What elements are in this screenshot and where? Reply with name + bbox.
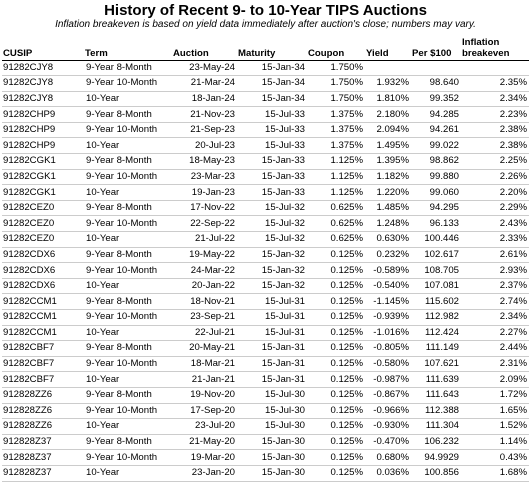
price-cell: 94.9929 — [411, 450, 461, 466]
cusip-cell: 91282CEZ0 — [2, 232, 84, 248]
yield-cell: -1.145% — [365, 294, 411, 310]
column-header-term: Term — [84, 32, 172, 60]
table-row — [2, 91, 529, 107]
coupon-cell: 0.625% — [307, 216, 365, 232]
cusip-cell: 91282CGK1 — [2, 185, 84, 201]
yield-cell: 1.395% — [365, 154, 411, 170]
cusip-cell: 91282CCM1 — [2, 325, 84, 341]
maturity-date-cell: 15-Jul-33 — [237, 122, 307, 138]
yield-cell: -0.966% — [365, 403, 411, 419]
term-cell: 9-Year 10-Month — [84, 403, 172, 419]
term-cell: 10-Year — [84, 325, 172, 341]
cusip-cell: 91282CHP9 — [2, 122, 84, 138]
table-row — [2, 419, 529, 435]
maturity-date-cell: 15-Jan-30 — [237, 465, 307, 481]
coupon-cell: 0.625% — [307, 232, 365, 248]
table-row — [2, 232, 529, 248]
price-cell: 111.149 — [411, 341, 461, 357]
price-cell: 99.022 — [411, 138, 461, 154]
maturity-date-cell: 15-Jan-30 — [237, 434, 307, 450]
coupon-cell: 1.375% — [307, 107, 365, 123]
table-row — [2, 294, 529, 310]
maturity-date-cell: 15-Jul-33 — [237, 107, 307, 123]
auction-date-cell: 21-Jul-22 — [172, 232, 237, 248]
table-row — [2, 216, 529, 232]
yield-cell — [365, 60, 411, 76]
yield-cell: 1.248% — [365, 216, 411, 232]
inflation-breakeven-cell: 2.38% — [461, 138, 529, 154]
yield-cell: -0.589% — [365, 263, 411, 279]
maturity-date-cell: 15-Jan-32 — [237, 278, 307, 294]
inflation-breakeven-cell: 1.68% — [461, 465, 529, 481]
price-cell: 98.862 — [411, 154, 461, 170]
column-header-auction: Auction — [172, 32, 237, 60]
price-cell: 107.621 — [411, 356, 461, 372]
coupon-cell: 0.125% — [307, 310, 365, 326]
table-row — [2, 169, 529, 185]
coupon-cell: 0.125% — [307, 341, 365, 357]
term-cell: 9-Year 8-Month — [84, 200, 172, 216]
table-row — [2, 387, 529, 403]
coupon-cell: 0.625% — [307, 200, 365, 216]
maturity-date-cell: 15-Jul-30 — [237, 403, 307, 419]
inflation-breakeven-cell — [461, 60, 529, 76]
inflation-breakeven-cell: 2.26% — [461, 169, 529, 185]
price-cell — [411, 60, 461, 76]
table-row — [2, 76, 529, 92]
term-cell: 9-Year 10-Month — [84, 169, 172, 185]
price-cell: 111.304 — [411, 419, 461, 435]
page-title: History of Recent 9- to 10-Year TIPS Auctions — [104, 2, 427, 19]
column-header-cusip: CUSIP — [2, 32, 84, 60]
term-cell: 9-Year 10-Month — [84, 76, 172, 92]
cusip-cell: 91282CHP9 — [2, 138, 84, 154]
auction-date-cell: 19-Jan-23 — [172, 185, 237, 201]
column-header-inflation-breakeven: Inflation breakeven — [461, 32, 529, 60]
coupon-cell: 0.125% — [307, 387, 365, 403]
table-row — [2, 450, 529, 466]
maturity-date-cell: 15-Jul-33 — [237, 138, 307, 154]
term-cell: 10-Year — [84, 232, 172, 248]
term-cell: 10-Year — [84, 138, 172, 154]
coupon-cell: 0.125% — [307, 325, 365, 341]
price-cell: 112.388 — [411, 403, 461, 419]
auction-date-cell: 23-Mar-23 — [172, 169, 237, 185]
coupon-cell: 1.750% — [307, 60, 365, 76]
yield-cell: 1.932% — [365, 76, 411, 92]
inflation-breakeven-cell: 2.33% — [461, 232, 529, 248]
auction-date-cell: 17-Sep-20 — [172, 403, 237, 419]
coupon-cell: 1.375% — [307, 122, 365, 138]
table-row — [2, 154, 529, 170]
table-row — [2, 107, 529, 123]
inflation-breakeven-cell: 2.61% — [461, 247, 529, 263]
table-row — [2, 325, 529, 341]
price-cell: 100.446 — [411, 232, 461, 248]
term-cell: 9-Year 10-Month — [84, 122, 172, 138]
inflation-breakeven-cell: 2.23% — [461, 107, 529, 123]
table-row — [2, 138, 529, 154]
inflation-breakeven-cell: 2.27% — [461, 325, 529, 341]
cusip-cell: 912828ZZ6 — [2, 387, 84, 403]
maturity-date-cell: 15-Jul-30 — [237, 419, 307, 435]
price-cell: 100.856 — [411, 465, 461, 481]
price-cell: 94.295 — [411, 200, 461, 216]
term-cell: 9-Year 10-Month — [84, 263, 172, 279]
maturity-date-cell: 15-Jul-32 — [237, 232, 307, 248]
coupon-cell: 1.750% — [307, 91, 365, 107]
auction-date-cell: 20-Jan-22 — [172, 278, 237, 294]
maturity-date-cell: 15-Jul-31 — [237, 294, 307, 310]
cusip-cell: 912828Z37 — [2, 465, 84, 481]
table-row — [2, 403, 529, 419]
table-row — [2, 60, 529, 76]
maturity-date-cell: 15-Jan-33 — [237, 169, 307, 185]
coupon-cell: 0.125% — [307, 403, 365, 419]
yield-cell: 0.680% — [365, 450, 411, 466]
table-row — [2, 185, 529, 201]
auction-date-cell: 24-Mar-22 — [172, 263, 237, 279]
table-row — [2, 465, 529, 481]
auction-date-cell: 23-May-24 — [172, 60, 237, 76]
maturity-date-cell: 15-Jul-31 — [237, 310, 307, 326]
cusip-cell: 91282CJY8 — [2, 76, 84, 92]
inflation-breakeven-cell: 1.65% — [461, 403, 529, 419]
table-row — [2, 372, 529, 388]
price-cell: 98.640 — [411, 76, 461, 92]
table-row — [2, 247, 529, 263]
auction-date-cell: 23-Jan-20 — [172, 465, 237, 481]
cusip-cell: 91282CGK1 — [2, 154, 84, 170]
coupon-cell: 0.125% — [307, 247, 365, 263]
inflation-breakeven-cell: 2.35% — [461, 76, 529, 92]
table-row — [2, 434, 529, 450]
cusip-cell: 91282CEZ0 — [2, 216, 84, 232]
cusip-cell: 91282CDX6 — [2, 247, 84, 263]
auction-date-cell: 20-May-21 — [172, 341, 237, 357]
maturity-date-cell: 15-Jan-33 — [237, 154, 307, 170]
price-cell: 108.705 — [411, 263, 461, 279]
auction-date-cell: 19-Nov-20 — [172, 387, 237, 403]
inflation-breakeven-cell: 1.52% — [461, 419, 529, 435]
maturity-date-cell: 15-Jan-33 — [237, 185, 307, 201]
maturity-date-cell: 15-Jul-31 — [237, 325, 307, 341]
cusip-cell: 91282CDX6 — [2, 278, 84, 294]
price-cell: 112.424 — [411, 325, 461, 341]
yield-cell: 0.630% — [365, 232, 411, 248]
cusip-cell: 91282CCM1 — [2, 310, 84, 326]
cusip-cell: 91282CDX6 — [2, 263, 84, 279]
yield-cell: -0.580% — [365, 356, 411, 372]
auction-date-cell: 21-Nov-23 — [172, 107, 237, 123]
maturity-date-cell: 15-Jul-32 — [237, 200, 307, 216]
auction-date-cell: 21-Jan-21 — [172, 372, 237, 388]
inflation-breakeven-cell: 2.09% — [461, 372, 529, 388]
term-cell: 9-Year 8-Month — [84, 247, 172, 263]
yield-cell: 1.220% — [365, 185, 411, 201]
coupon-cell: 0.125% — [307, 372, 365, 388]
column-header-price: Per $100 — [411, 32, 461, 60]
inflation-breakeven-cell: 2.34% — [461, 91, 529, 107]
yield-cell: 0.232% — [365, 247, 411, 263]
term-cell: 10-Year — [84, 465, 172, 481]
auction-date-cell: 23-Sep-21 — [172, 310, 237, 326]
price-cell: 112.982 — [411, 310, 461, 326]
yield-cell: -0.939% — [365, 310, 411, 326]
coupon-cell: 1.125% — [307, 154, 365, 170]
inflation-breakeven-cell: 2.25% — [461, 154, 529, 170]
term-cell: 9-Year 10-Month — [84, 356, 172, 372]
table-row — [2, 122, 529, 138]
term-cell: 9-Year 8-Month — [84, 387, 172, 403]
auction-date-cell: 18-Nov-21 — [172, 294, 237, 310]
auction-date-cell: 18-Mar-21 — [172, 356, 237, 372]
maturity-date-cell: 15-Jan-34 — [237, 60, 307, 76]
auction-date-cell: 22-Sep-22 — [172, 216, 237, 232]
cusip-cell: 912828ZZ6 — [2, 403, 84, 419]
yield-cell: -0.987% — [365, 372, 411, 388]
maturity-date-cell: 15-Jan-31 — [237, 356, 307, 372]
inflation-breakeven-cell: 2.44% — [461, 341, 529, 357]
maturity-date-cell: 15-Jan-31 — [237, 341, 307, 357]
price-cell: 102.617 — [411, 247, 461, 263]
page-subtitle: Inflation breakeven is based on yield data immediately after auction's close; numbers may vary. — [55, 19, 476, 30]
maturity-date-cell: 15-Jan-34 — [237, 91, 307, 107]
coupon-cell: 1.750% — [307, 76, 365, 92]
inflation-breakeven-cell: 2.43% — [461, 216, 529, 232]
cusip-cell: 91282CGK1 — [2, 169, 84, 185]
coupon-cell: 0.125% — [307, 419, 365, 435]
term-cell: 9-Year 8-Month — [84, 341, 172, 357]
yield-cell: 1.810% — [365, 91, 411, 107]
price-cell: 99.880 — [411, 169, 461, 185]
auction-date-cell: 22-Jul-21 — [172, 325, 237, 341]
maturity-date-cell: 15-Jan-30 — [237, 450, 307, 466]
table-row — [2, 200, 529, 216]
table-row — [2, 278, 529, 294]
yield-cell: 1.182% — [365, 169, 411, 185]
cusip-cell: 91282CJY8 — [2, 91, 84, 107]
term-cell: 9-Year 8-Month — [84, 434, 172, 450]
yield-cell: -0.805% — [365, 341, 411, 357]
inflation-breakeven-cell: 2.29% — [461, 200, 529, 216]
table-row — [2, 341, 529, 357]
term-cell: 9-Year 8-Month — [84, 60, 172, 76]
inflation-breakeven-cell: 2.34% — [461, 310, 529, 326]
auction-date-cell: 18-Jan-24 — [172, 91, 237, 107]
table-row — [2, 263, 529, 279]
auction-date-cell: 20-Jul-23 — [172, 138, 237, 154]
coupon-cell: 1.125% — [307, 169, 365, 185]
yield-cell: 0.036% — [365, 465, 411, 481]
inflation-breakeven-cell: 2.37% — [461, 278, 529, 294]
cusip-cell: 91282CBF7 — [2, 372, 84, 388]
inflation-breakeven-cell: 1.14% — [461, 434, 529, 450]
price-cell: 107.081 — [411, 278, 461, 294]
auction-date-cell: 18-May-23 — [172, 154, 237, 170]
inflation-breakeven-cell: 1.72% — [461, 387, 529, 403]
coupon-cell: 1.375% — [307, 138, 365, 154]
price-cell: 115.602 — [411, 294, 461, 310]
auction-date-cell: 23-Jul-20 — [172, 419, 237, 435]
coupon-cell: 0.125% — [307, 278, 365, 294]
coupon-cell: 0.125% — [307, 434, 365, 450]
term-cell: 9-Year 8-Month — [84, 294, 172, 310]
inflation-breakeven-cell: 2.20% — [461, 185, 529, 201]
coupon-cell: 0.125% — [307, 465, 365, 481]
yield-cell: 2.094% — [365, 122, 411, 138]
cusip-cell: 912828ZZ6 — [2, 419, 84, 435]
cusip-cell: 91282CHP9 — [2, 107, 84, 123]
coupon-cell: 1.125% — [307, 185, 365, 201]
cusip-cell: 91282CBF7 — [2, 356, 84, 372]
term-cell: 9-Year 8-Month — [84, 107, 172, 123]
yield-cell: -0.470% — [365, 434, 411, 450]
maturity-date-cell: 15-Jul-30 — [237, 387, 307, 403]
price-cell: 94.261 — [411, 122, 461, 138]
tips-auction-table — [2, 32, 529, 482]
term-cell: 10-Year — [84, 419, 172, 435]
column-header-coupon: Coupon — [307, 32, 365, 60]
coupon-cell: 0.125% — [307, 356, 365, 372]
inflation-breakeven-cell: 2.38% — [461, 122, 529, 138]
auction-date-cell: 21-Mar-24 — [172, 76, 237, 92]
maturity-date-cell: 15-Jan-32 — [237, 263, 307, 279]
price-cell: 94.285 — [411, 107, 461, 123]
term-cell: 9-Year 10-Month — [84, 310, 172, 326]
price-cell: 106.232 — [411, 434, 461, 450]
cusip-cell: 91282CJY8 — [2, 60, 84, 76]
cusip-cell: 91282CEZ0 — [2, 200, 84, 216]
price-cell: 99.060 — [411, 185, 461, 201]
yield-cell: -0.867% — [365, 387, 411, 403]
cusip-cell: 912828Z37 — [2, 434, 84, 450]
table-body — [2, 60, 529, 481]
price-cell: 111.639 — [411, 372, 461, 388]
term-cell: 9-Year 10-Month — [84, 450, 172, 466]
column-header-maturity: Maturity — [237, 32, 307, 60]
yield-cell: -1.016% — [365, 325, 411, 341]
maturity-date-cell: 15-Jan-31 — [237, 372, 307, 388]
cusip-cell: 91282CBF7 — [2, 341, 84, 357]
term-cell: 10-Year — [84, 91, 172, 107]
inflation-breakeven-cell: 2.31% — [461, 356, 529, 372]
inflation-breakeven-cell: 2.93% — [461, 263, 529, 279]
table-row — [2, 356, 529, 372]
coupon-cell: 0.125% — [307, 294, 365, 310]
coupon-cell: 0.125% — [307, 450, 365, 466]
term-cell: 9-Year 10-Month — [84, 216, 172, 232]
term-cell: 10-Year — [84, 372, 172, 388]
inflation-breakeven-cell: 2.74% — [461, 294, 529, 310]
yield-cell: 2.180% — [365, 107, 411, 123]
term-cell: 10-Year — [84, 278, 172, 294]
column-header-yield: Yield — [365, 32, 411, 60]
table-header-row — [2, 32, 529, 60]
auction-date-cell: 21-Sep-23 — [172, 122, 237, 138]
yield-cell: 1.485% — [365, 200, 411, 216]
price-cell: 96.133 — [411, 216, 461, 232]
maturity-date-cell: 15-Jul-32 — [237, 216, 307, 232]
auction-date-cell: 19-Mar-20 — [172, 450, 237, 466]
auction-date-cell: 17-Nov-22 — [172, 200, 237, 216]
auction-date-cell: 21-May-20 — [172, 434, 237, 450]
price-cell: 99.352 — [411, 91, 461, 107]
coupon-cell: 0.125% — [307, 263, 365, 279]
cusip-cell: 912828Z37 — [2, 450, 84, 466]
term-cell: 9-Year 8-Month — [84, 154, 172, 170]
inflation-breakeven-cell: 0.43% — [461, 450, 529, 466]
price-cell: 111.643 — [411, 387, 461, 403]
table-row — [2, 310, 529, 326]
term-cell: 10-Year — [84, 185, 172, 201]
maturity-date-cell: 15-Jan-32 — [237, 247, 307, 263]
yield-cell: -0.930% — [365, 419, 411, 435]
yield-cell: -0.540% — [365, 278, 411, 294]
auction-date-cell: 19-May-22 — [172, 247, 237, 263]
cusip-cell: 91282CCM1 — [2, 294, 84, 310]
maturity-date-cell: 15-Jan-34 — [237, 76, 307, 92]
yield-cell: 1.495% — [365, 138, 411, 154]
